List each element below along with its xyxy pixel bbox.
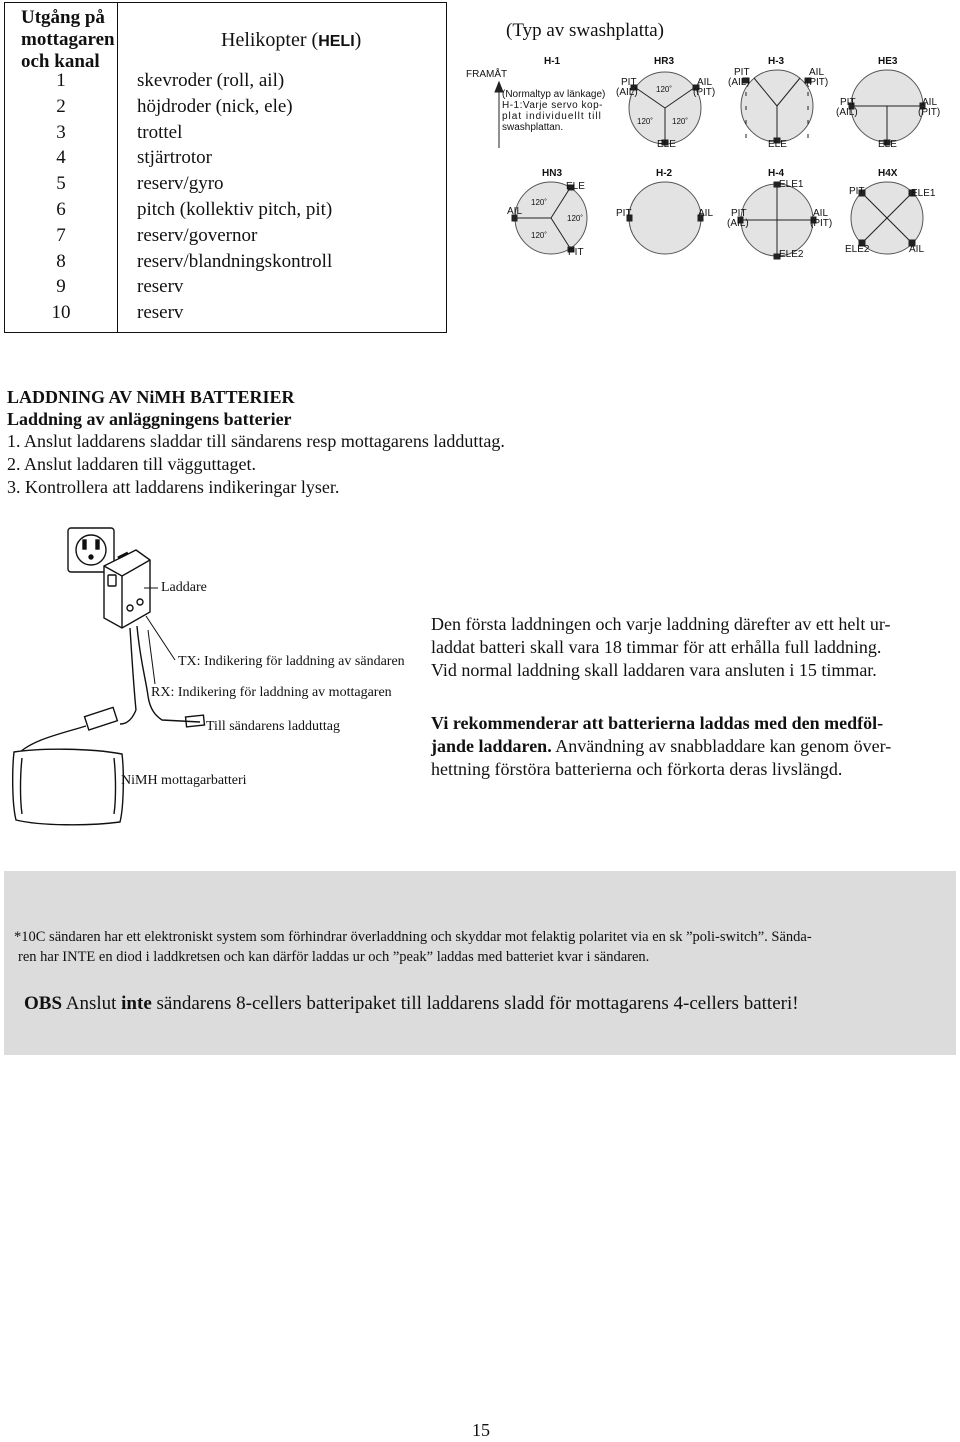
forward-label: FRAMÅT [466,69,508,80]
channel-function: reserv [137,276,184,298]
hn3-pit-label: PIT [568,247,584,258]
channel-function: reserv/blandningskontroll [137,250,333,272]
he3-ail-sub-label: (PIT) [918,107,941,118]
charging-subheading: Laddning av anläggningens batterier [7,409,292,429]
rx-indicator-label: RX: Indikering för laddning av mottagaren [151,685,392,700]
h1-note-line: (Normaltyp av länkage) [502,89,606,100]
recommendation-bold: Vi rekommenderar att batterierna laddas med den medföl- [431,713,884,733]
instruction-line: Den första laddningen och varje laddning därefter av ett helt ur- [431,614,891,634]
table-row [5,173,446,199]
he3-pit-label: PIT [840,97,856,108]
header-receiver-output [21,7,115,73]
h3-pit-sub-label: (AIL) [728,77,750,88]
transmitter-port-label: Till sändarens ladduttag [206,719,341,734]
h4x-ele2-label: ELE2 [845,244,870,255]
swash-title: (Typ av swashplatta) [506,20,665,41]
h4-pit-label: PIT [731,208,747,219]
tx-indicator-label: TX: Indikering för laddning av sändaren [178,654,405,669]
h3-title: H-3 [768,56,785,67]
recommendation-bold: jande laddaren. [431,736,552,756]
he3-ail-label: AIL [922,97,938,108]
charging-step: 1. Anslut laddarens sladdar till sändarens resp mottagarens ladduttag. [7,431,505,451]
charger-illustration [0,520,420,840]
header-helicopter [221,29,361,52]
hn3-ail-label: AIL [507,206,523,217]
channel-number: 2 [56,95,66,117]
header-heli-text: Helikopter ( [221,29,319,51]
channel-function: reserv [137,302,184,324]
table-header [5,3,446,72]
h4x-pit-label: PIT [849,186,865,197]
charging-heading: LADDNING AV NiMH BATTERIER [7,387,295,407]
h3-diagram [741,70,813,143]
channel-number: 4 [56,147,66,169]
hr3-pit-label: PIT [621,77,637,88]
channel-number: 9 [56,276,66,298]
hr3-pit-sub-label: (AIL) [616,87,638,98]
note-line: *10C sändaren har ett elektroniskt system som förhindrar överladdning och skyddar mot felaktig polaritet via en sk ”poli-switch”. Sända- [14,929,812,945]
charging-step: 3. Kontrollera att laddarens indikeringar lyser. [7,477,340,497]
charging-step: 2. Anslut laddaren till vägguttaget. [7,454,256,474]
h4-title: H-4 [768,168,785,179]
instruction-line: Vid normal laddning skall laddaren vara ansluten i 15 timmar. [431,660,877,680]
hr3-ail-sub-label: (PIT) [693,87,716,98]
hn3-title: HN3 [542,168,563,179]
h4x-ail-label: AIL [909,244,925,255]
table-row [5,251,446,277]
h4-ele2-label: ELE2 [779,249,804,260]
charging-section [7,387,505,499]
h3-pit-label: PIT [734,67,750,78]
header-line: mottagaren [21,29,115,50]
hr3-ail-label: AIL [697,77,713,88]
table-row [5,276,446,302]
warning-text: sändarens 8-cellers batteripaket till laddarens sladd för mottagarens 4-cellers batteri! [151,993,799,1014]
he3-ele-label: ELE [878,139,897,150]
warning-emphasis: inte [121,993,152,1014]
hn3-ele-label: ELE [566,181,585,192]
battery-label: NiMH mottagarbatteri [121,773,247,788]
nimh-battery-icon [13,749,124,825]
h4x-title: H4X [878,168,898,179]
hr3-diagram [629,72,701,145]
hn3-angle-label: 120˚ [531,198,548,207]
h1-note-line: swashplattan. [502,122,564,133]
channel-number: 10 [51,302,71,324]
h1-title: H-1 [544,56,561,67]
hn3-angle-label: 120˚ [531,231,548,240]
h2-diagram [627,182,703,254]
note-box [4,871,956,1055]
table-row [5,199,446,225]
hr3-angle-label: 120˚ [672,117,689,126]
channel-function: stjärtrotor [137,147,212,169]
recommendation [431,712,956,781]
table-row [5,302,446,328]
he3-diagram [849,70,925,145]
channel-number: 3 [56,121,66,143]
h2-title: H-2 [656,168,673,179]
instruction-line: laddat batteri skall vara 18 timmar för att erhålla full laddning. [431,637,882,657]
h2-ail-label: AIL [698,208,714,219]
h1-note-line: plat individuellt till [502,111,602,122]
h4-diagram [738,182,816,259]
h4x-ele1-label: ELE1 [911,188,936,199]
channel-number: 6 [56,199,66,220]
header-line: och kanal [21,51,100,72]
h2-pit-label: PIT [616,208,632,219]
h3-ail-sub-label: (PIT) [806,77,829,88]
channel-table [4,2,447,333]
hr3-angle-label: 120˚ [637,117,654,126]
h4-ail-label: AIL [813,208,829,219]
charger-label: Laddare [161,580,207,595]
he3-title: HE3 [878,56,898,67]
recommendation-text: hettning förstöra batterierna och förkorta deras livslängd. [431,759,843,779]
channel-function: reserv/governor [137,224,258,246]
table-row [5,225,446,251]
channel-number: 5 [56,173,66,195]
h4-ele1-label: ELE1 [779,179,804,190]
note-line: ren har INTE en diod i laddkretsen och kan därför laddas ur och ”peak” laddas med batteriet kvar i sändaren. [18,949,650,965]
h1-note [502,89,614,133]
table-row [5,147,446,173]
polarity-note [14,927,944,967]
heli-logo: HELI [318,33,355,50]
hr3-angle-label: 120˚ [656,85,673,94]
recommendation-text: Användning av snabbladdare kan genom över- [551,736,892,756]
channel-function: höjdroder (nick, ele) [137,95,293,117]
channel-function: reserv/gyro [137,173,224,195]
h4-ail-sub-label: (PIT) [810,218,833,229]
table-row [5,122,446,148]
hn3-angle-label: 120˚ [567,214,584,223]
warning-text: Anslut [62,993,122,1014]
channel-number: 8 [56,250,66,272]
header-heli-suffix: ) [354,29,362,51]
hr3-ele-label: ELE [657,139,676,150]
header-line: Utgång på [21,7,105,28]
h1-note-line: H-1:Varje servo kop- [502,100,603,111]
he3-pit-sub-label: (AIL) [836,107,858,118]
table-row [5,96,446,122]
channel-function: skevroder (roll, ail) [137,70,285,91]
obs-label: OBS [24,993,63,1014]
page-number: 15 [472,1420,490,1440]
table-row [5,70,446,96]
channel-number: 1 [56,70,66,91]
charging-instructions [431,613,956,682]
hr3-title: HR3 [654,56,675,67]
channel-function: trottel [137,121,183,143]
h4-pit-sub-label: (AIL) [727,218,749,229]
h3-ail-label: AIL [809,67,825,78]
channel-number: 7 [56,224,66,246]
obs-warning [24,993,944,1015]
channel-function: pitch (kollektiv pitch, pit) [137,199,333,220]
h3-ele-label: ELE [768,139,787,150]
